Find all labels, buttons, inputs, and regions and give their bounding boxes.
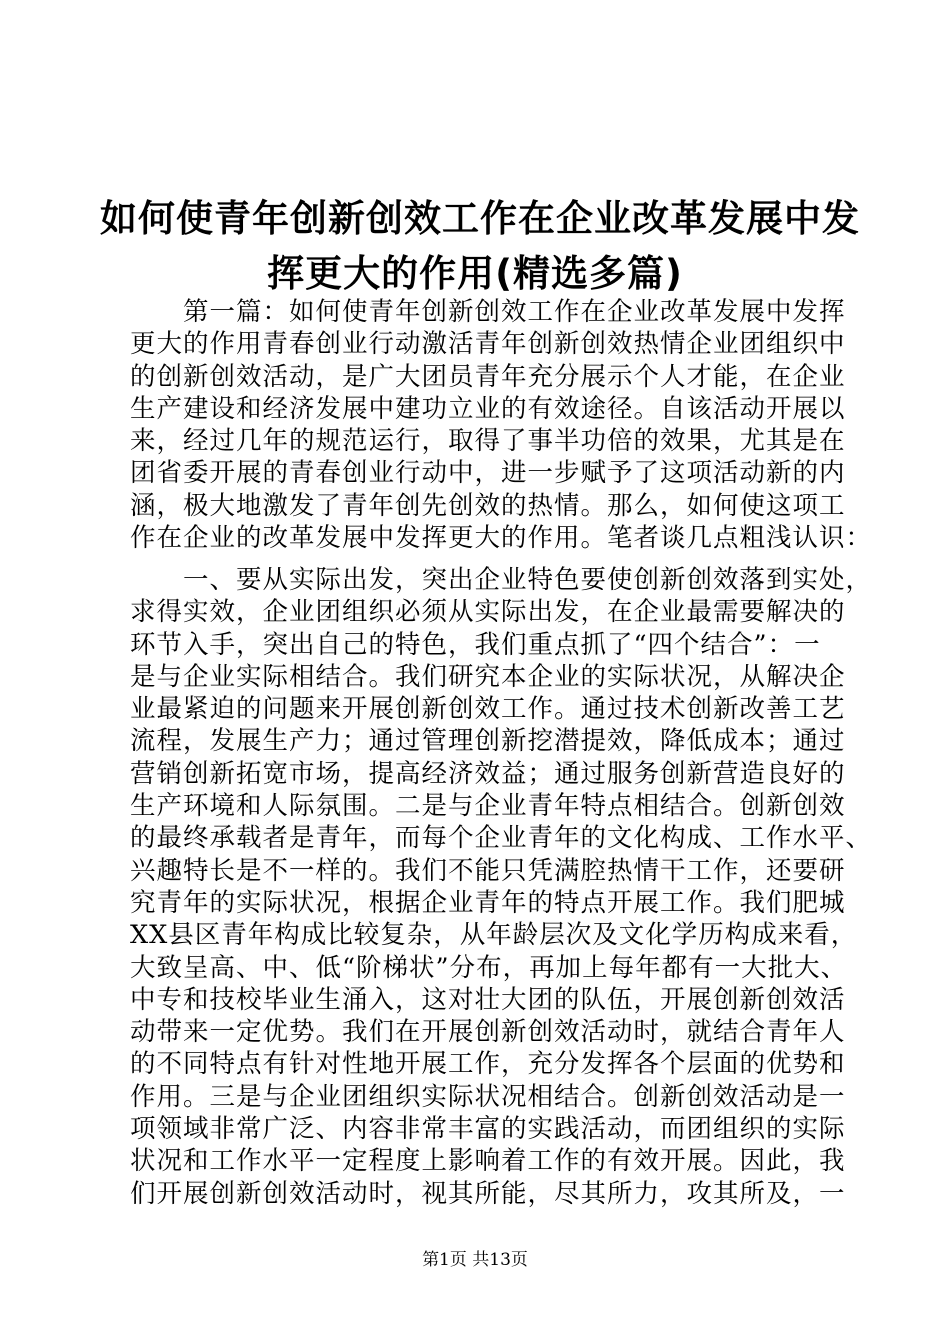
paragraph-1-line: 第一篇：如何使青年创新创效工作在企业改革发展中发挥: [130, 297, 846, 327]
paragraph-1-line: 的创新创效活动，是广大团员青年充分展示个人才能，在企业: [130, 361, 846, 392]
paragraph-1-line: 涵，极大地激发了青年创先创效的热情。那么，如何使这项工: [130, 490, 846, 521]
paragraph-2-line: 生产环境和人际氛围。二是与企业青年特点相结合。创新创效: [130, 791, 846, 822]
paragraph-1-line: 来，经过几年的规范运行，取得了事半功倍的效果，尤其是在: [130, 426, 846, 457]
paragraph-2-line: 是与企业实际相结合。我们研究本企业的实际状况，从解决企: [130, 661, 846, 692]
paragraph-2-line: 一、要从实际出发，突出企业特色要使创新创效落到实处，: [130, 565, 873, 595]
paragraph-2-line: 环节入手，突出自己的特色，我们重点抓了“四个结合”：一: [130, 629, 821, 660]
paragraph-2-line: 究青年的实际状况，根据企业青年的特点开展工作。我们肥城: [130, 887, 846, 918]
paragraph-1-line: 生产建设和经济发展中建功立业的有效途径。自该活动开展以: [130, 393, 846, 424]
paragraph-2-line: 的最终承载者是青年，而每个企业青年的文化构成、工作水平、: [130, 823, 873, 854]
paragraph-2-line: 流程，发展生产力；通过管理创新挖潜提效，降低成本；通过: [130, 726, 846, 757]
paragraph-2-line: 的不同特点有针对性地开展工作，充分发挥各个层面的优势和: [130, 1049, 846, 1080]
paragraph-2-line: 动带来一定优势。我们在开展创新创效活动时，就结合青年人: [130, 1017, 846, 1048]
document-title-line-1: 如何使青年创新创效工作在企业改革发展中发: [100, 197, 860, 240]
paragraph-2-line: 营销创新拓宽市场，提高经济效益；通过服务创新营造良好的: [130, 758, 846, 789]
paragraph-2-line: 业最紧迫的问题来开展创新创效工作。通过技术创新改善工艺: [130, 694, 846, 725]
paragraph-2-line: 作用。三是与企业团组织实际状况相结合。创新创效活动是一: [130, 1081, 846, 1112]
paragraph-2-line: 项领域非常广泛、内容非常丰富的实践活动，而团组织的实际: [130, 1114, 846, 1145]
paragraph-2-line: 兴趣特长是不一样的。我们不能只凭满腔热情干工作，还要研: [130, 855, 846, 886]
paragraph-1: [130, 296, 873, 554]
page-footer: 第1页 共13页: [422, 1250, 528, 1270]
paragraph-2-line: 们开展创新创效活动时，视其所能，尽其所力，攻其所及，一: [130, 1178, 846, 1209]
paragraph-1-line: 团省委开展的青春创业行动中，进一步赋予了这项活动新的内: [130, 458, 846, 489]
document-title-line-2: 挥更大的作用(精选多篇): [267, 252, 683, 295]
paragraph-1-line: 作在企业的改革发展中发挥更大的作用。笔者谈几点粗浅认识：: [130, 523, 873, 554]
paragraph-1-line: 更大的作用青春创业行动激活青年创新创效热情企业团组织中: [130, 329, 846, 360]
paragraph-2-line: 大致呈高、中、低“阶梯状”分布，再加上每年都有一大批大、: [130, 952, 848, 983]
paragraph-2-line: XX县区青年构成比较复杂，从年龄层次及文化学历构成来看，: [130, 920, 858, 951]
paragraph-2: [130, 564, 873, 1210]
paragraph-2-line: 状况和工作水平一定程度上影响着工作的有效开展。因此，我: [130, 1146, 846, 1177]
paragraph-2-line: 中专和技校毕业生涌入，这对壮大团的队伍，开展创新创效活: [130, 984, 846, 1015]
paragraph-2-line: 求得实效，企业团组织必须从实际出发，在企业最需要解决的: [130, 597, 846, 628]
